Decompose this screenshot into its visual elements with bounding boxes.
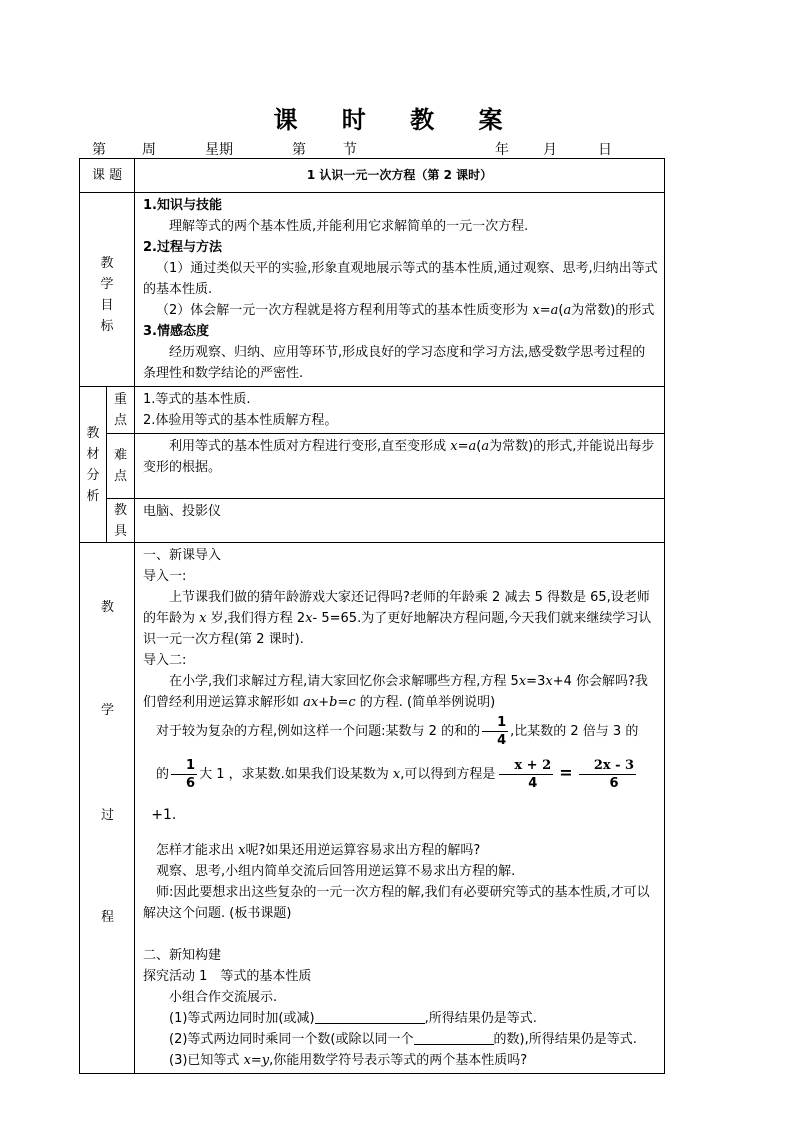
equation-left-fraction <box>499 757 553 792</box>
process-label-char: 过 <box>100 808 114 823</box>
text-segment: - 5=65.为了更好地解决方程问题,今天我们就来继续学习认识一元一次方程(第 2 课时). <box>143 611 652 647</box>
difficulty-content <box>135 434 665 499</box>
text-segment: 对于较为复杂的方程,例如这样一个问题:某数与 2 的和的 <box>156 724 481 739</box>
objectives-content <box>135 193 665 387</box>
date-weekday: 星期 <box>205 142 233 158</box>
tools-row <box>80 499 665 543</box>
page-title: 课 时 教 案 <box>273 105 521 134</box>
difficulty-row <box>80 434 665 499</box>
text-segment: 呢?如果还用逆运算容易求出方程的解吗? <box>245 843 481 858</box>
text-segment: 在小学,我们求解过方程,请大家回忆你会求解哪些方程,方程 5 <box>169 674 519 689</box>
math-variable: x <box>199 611 207 626</box>
tools-content: 电脑、投影仪 <box>135 499 665 543</box>
date-week-prefix: 第 <box>92 142 106 158</box>
fraction-one-quarter <box>482 714 508 749</box>
math-expression: ax+b=c <box>303 695 356 710</box>
objectives-label <box>80 193 135 387</box>
tools-label-char: 教 <box>114 502 128 518</box>
teacher-text: 师:因此要想求出这些复杂的一元一次方程的解,我们有必要研究等式的基本性质,才可以解决这个问题. (板书课题) <box>143 885 650 921</box>
analysis-label-char: 分 <box>86 467 100 483</box>
tools-label <box>107 499 135 543</box>
fraction-denominator: 4 <box>528 776 538 791</box>
text-segment: （2）体会解一元一次方程就是将方程利用等式的基本性质变形为 <box>156 303 529 318</box>
analysis-label-char: 教 <box>86 425 100 441</box>
date-period-suffix: 节 <box>343 142 357 158</box>
activity-heading: 探究活动 1 等式的基本性质 <box>143 969 312 984</box>
text-segment: 为常数)的形式,并能说出每步变形的根据。 <box>143 439 655 475</box>
equation-line <box>143 753 658 836</box>
math-expression: x=y <box>243 1053 270 1068</box>
text-segment: ( <box>558 303 564 318</box>
date-period-prefix: 第 <box>292 142 306 158</box>
fraction-numerator: x + 2 <box>499 757 553 775</box>
topic-row <box>80 159 665 193</box>
equals-sign: = <box>559 763 573 782</box>
fraction-numerator: 1 <box>171 757 197 775</box>
property-two <box>143 1029 658 1050</box>
objective-heading-process: 2.过程与方法 <box>143 240 222 255</box>
date-week-suffix: 周 <box>142 142 156 158</box>
objectives-label-char: 学 <box>100 276 114 292</box>
complex-problem-text <box>143 713 658 751</box>
text-segment: ( <box>476 439 482 454</box>
objectives-label-char: 教 <box>100 255 114 271</box>
text-segment: ,你能用数学符号表示等式的两个基本性质吗? <box>269 1053 528 1068</box>
fraction-numerator: 2x - 3 <box>579 757 636 775</box>
key-point-item: 2.体验用等式的基本性质解方程。 <box>143 413 338 428</box>
process-label-char: 教 <box>100 600 114 615</box>
objectives-row <box>80 193 665 387</box>
objective-heading-attitude: 3.情感态度 <box>143 324 209 339</box>
process-label <box>80 543 135 1074</box>
intro-one-heading: 导入一: <box>143 569 187 584</box>
process-content <box>135 543 665 1074</box>
fraction-denominator: 6 <box>186 776 196 791</box>
math-variable: x <box>518 674 527 689</box>
date-month: 月 <box>543 142 557 158</box>
date-year: 年 <box>495 142 509 158</box>
text-segment: 为常数)的形式 <box>571 303 655 318</box>
fraction-denominator: 6 <box>609 776 619 791</box>
math-variable: x <box>238 843 246 858</box>
key-label-char: 重 <box>114 392 128 407</box>
text-segment: 怎样才能求出 <box>156 843 235 858</box>
section-heading-intro: 一、新课导入 <box>143 548 222 563</box>
math-variable: x <box>392 767 401 782</box>
equation-tail: +1. <box>151 807 177 823</box>
objectives-label-char: 目 <box>100 297 114 313</box>
difficulty-text <box>143 436 658 478</box>
objective-heading-knowledge: 1.知识与技能 <box>143 198 222 213</box>
tools-label-char: 具 <box>114 523 128 539</box>
text-segment: 上节课我们做的猜年龄游戏大家还记得吗?老师的年龄乘 2 减去 5 得数是 65,设老师的年龄为 <box>143 590 650 626</box>
difficulty-label-char: 难 <box>114 448 128 463</box>
property-three <box>143 1050 658 1071</box>
observe-text: 观察、思考,小组内简单交流后回答用逆运算不易求出方程的解. <box>156 864 516 879</box>
fraction-denominator: 4 <box>497 733 507 748</box>
difficulty-label <box>107 434 135 499</box>
text-segment: =3 <box>526 674 546 689</box>
topic-text: 1 认识一元一次方程（第 2 课时） <box>135 159 665 193</box>
process-label-wrap <box>80 543 134 923</box>
text-segment: 的数),所得结果仍是等式. <box>493 1032 637 1047</box>
process-label-char: 学 <box>100 703 114 718</box>
text-segment: +4 你会解吗?我们曾经利用逆运算求解形如 <box>143 674 648 710</box>
text-segment: (1)等式两边同时加(或减) <box>169 1011 315 1026</box>
topic-label: 课 题 <box>80 159 135 193</box>
math-variable: x <box>305 611 313 626</box>
intro-two-heading: 导入二: <box>143 653 187 668</box>
process-row <box>80 543 665 1074</box>
key-points-label <box>107 387 135 434</box>
math-variable: a <box>563 303 572 318</box>
fill-blank <box>315 1009 425 1024</box>
objectives-label-char: 标 <box>100 318 114 334</box>
difficulty-label-char: 点 <box>114 469 128 484</box>
process-label-char: 程 <box>100 910 114 925</box>
objective-attitude-text: 经历观察、归纳、应用等环节,形成良好的学习态度和学习方法,感受数学思考过程的条理性和数学结论的严密性. <box>143 345 646 381</box>
text-segment: 大 1 ，求某数.如果我们设某数为 <box>199 767 389 782</box>
date-day: 日 <box>598 142 612 158</box>
text-segment: 岁,我们得方程 2 <box>210 611 306 626</box>
lesson-plan-table <box>79 158 665 1074</box>
intro-two-text <box>143 671 658 713</box>
math-variable: a <box>481 439 490 454</box>
analysis-label-char: 析 <box>86 488 100 504</box>
key-label-char: 点 <box>114 413 128 428</box>
math-expression: x=a <box>532 303 559 318</box>
fraction-one-sixth <box>171 757 197 792</box>
math-expression: x=a <box>450 439 477 454</box>
text-segment: ,可以得到方程是 <box>400 767 496 782</box>
property-one <box>143 1008 658 1029</box>
text-segment: ,比某数的 2 倍与 3 的 <box>510 724 639 739</box>
text-segment: (3)已知等式 <box>169 1053 240 1068</box>
text-segment: ,所得结果仍是等式. <box>424 1011 537 1026</box>
activity-intro: 小组合作交流展示. <box>169 990 278 1005</box>
question-text <box>143 840 658 861</box>
objective-process-text-1: （1）通过类似天平的实验,形象直观地展示等式的基本性质,通过观察、思考,归纳出等式的基本性质. <box>143 261 658 297</box>
key-points-row <box>80 387 665 434</box>
text-segment: 利用等式的基本性质对方程进行变形,直至变形成 <box>169 439 447 454</box>
fraction-numerator: 1 <box>482 714 508 732</box>
analysis-label-char: 材 <box>86 446 100 462</box>
objective-process-text-2 <box>143 300 658 321</box>
text-segment: 的方程. (简单举例说明) <box>359 695 496 710</box>
key-points-content <box>135 387 665 434</box>
math-variable: x <box>545 674 553 689</box>
text-segment: 的 <box>156 767 170 782</box>
section-heading-new: 二、新知构建 <box>143 948 222 963</box>
analysis-label <box>80 387 107 543</box>
key-point-item: 1.等式的基本性质. <box>143 392 251 407</box>
fill-blank <box>414 1030 494 1045</box>
objective-knowledge-text: 理解等式的两个基本性质,并能利用它求解简单的一元一次方程. <box>169 219 529 234</box>
equation-right-fraction <box>579 757 636 792</box>
intro-one-text <box>143 587 658 650</box>
text-segment: (2)等式两边同时乘同一个数(或除以同一个 <box>169 1032 414 1047</box>
date-line <box>92 139 652 157</box>
